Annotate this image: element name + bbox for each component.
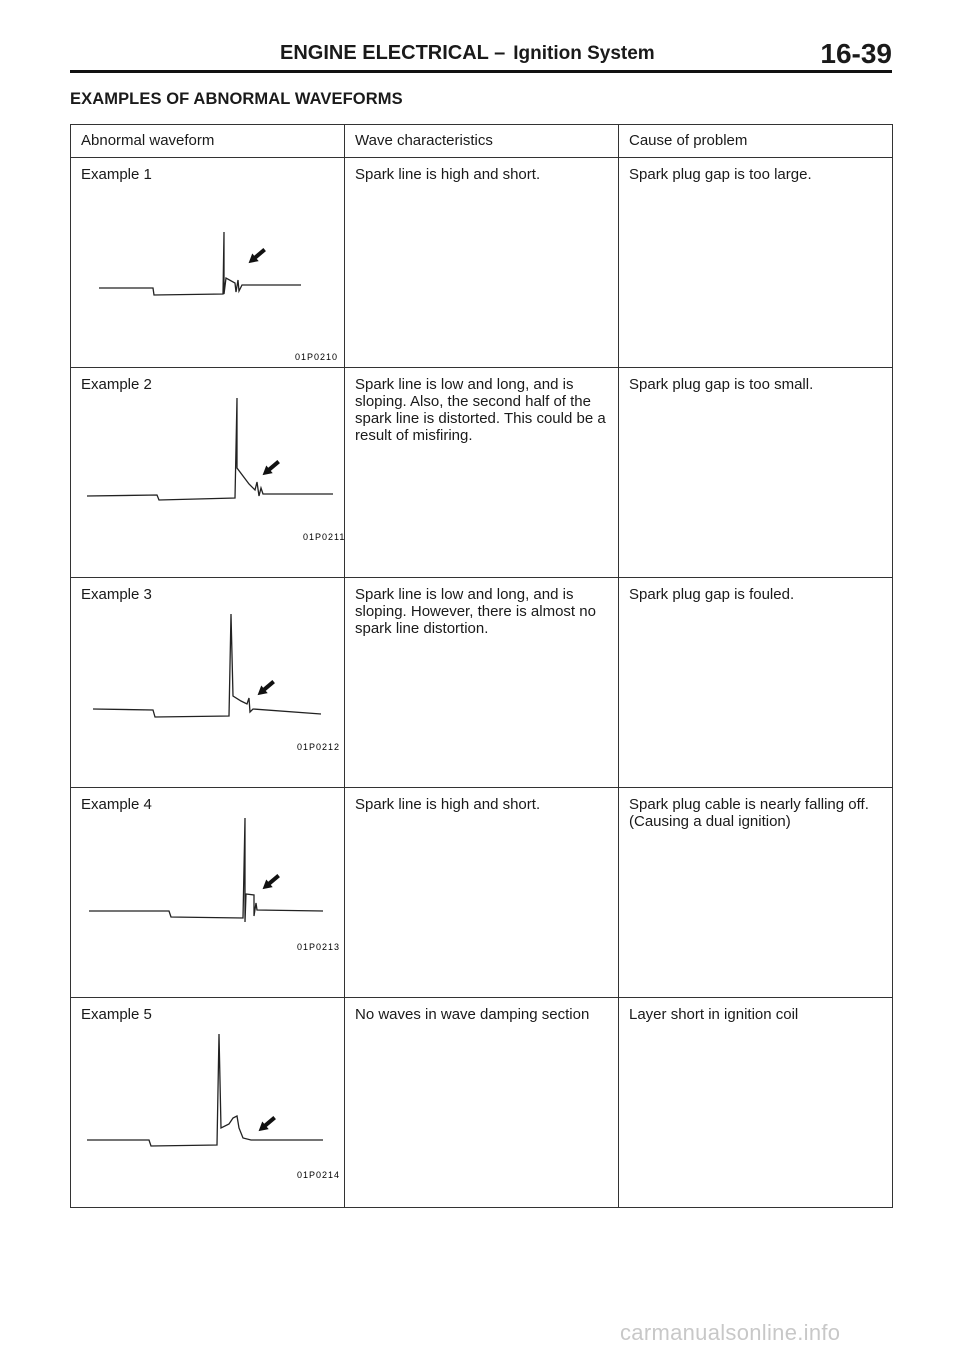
arrow-icon: [259, 458, 282, 479]
column-header-cause: Cause of problem: [619, 125, 893, 158]
figure-id: 01P0210: [295, 352, 339, 362]
waveform-figure: [71, 998, 345, 1208]
example-label: Example 1: [81, 166, 152, 183]
arrow-icon: [259, 872, 282, 893]
characteristics-cell: Spark line is high and short.: [345, 788, 619, 998]
cause-cell: Spark plug cable is nearly falling off. (Causing a dual ignition): [619, 788, 893, 998]
arrow-icon: [245, 246, 268, 267]
example-label: Example 4: [81, 796, 152, 813]
waveform-cell: [71, 998, 345, 1208]
waveform-cell: [71, 368, 345, 578]
figure-id: 01P0214: [297, 1170, 341, 1180]
characteristics-cell: No waves in wave damping section: [345, 998, 619, 1208]
example-label: Example 2: [81, 376, 152, 393]
header-section: Ignition System: [513, 43, 655, 64]
cause-cell: Spark plug gap is too small.: [619, 368, 893, 578]
section-title: EXAMPLES OF ABNORMAL WAVEFORMS: [70, 90, 403, 108]
page-header: [70, 40, 892, 70]
example-label: Example 5: [81, 1006, 152, 1023]
arrow-icon: [255, 1114, 278, 1135]
figure-id: 01P0211: [303, 532, 345, 542]
example-label: Example 3: [81, 586, 152, 603]
waveform-cell: [71, 158, 345, 368]
header-chapter: ENGINE ELECTRICAL –: [280, 42, 506, 64]
table-row: [71, 578, 893, 788]
figure-id: 01P0212: [297, 742, 341, 752]
cause-cell: Spark plug gap is fouled.: [619, 578, 893, 788]
waveform-figure: [71, 578, 345, 788]
table-row: [71, 158, 893, 368]
characteristics-cell: Spark line is low and long, and is sloping. However, there is almost no spark line distortion.: [345, 578, 619, 788]
arrow-icon: [254, 678, 277, 699]
figure-id: 01P0213: [297, 942, 341, 952]
column-header-waveform: Abnormal waveform: [71, 125, 345, 158]
waveform-figure: [71, 158, 345, 368]
characteristics-cell: Spark line is low and long, and is sloping. Also, the second half of the spark line is distorted. This could be a result of misfiring.: [345, 368, 619, 578]
table-row: [71, 998, 893, 1208]
header-divider: [70, 70, 892, 73]
waveform-figure: [71, 788, 345, 998]
table-row: [71, 788, 893, 998]
waveform-figure: [71, 368, 345, 578]
cause-cell: Spark plug gap is too large.: [619, 158, 893, 368]
page-number: 16-39: [820, 38, 892, 69]
cause-cell: Layer short in ignition coil: [619, 998, 893, 1208]
table-header-row: [71, 125, 893, 158]
table-row: [71, 368, 893, 578]
waveform-table: [70, 124, 893, 1208]
watermark: carmanualsonline.info: [620, 1320, 841, 1345]
column-header-characteristics: Wave characteristics: [345, 125, 619, 158]
characteristics-cell: Spark line is high and short.: [345, 158, 619, 368]
waveform-cell: [71, 578, 345, 788]
header-title: [280, 42, 655, 65]
waveform-cell: [71, 788, 345, 998]
